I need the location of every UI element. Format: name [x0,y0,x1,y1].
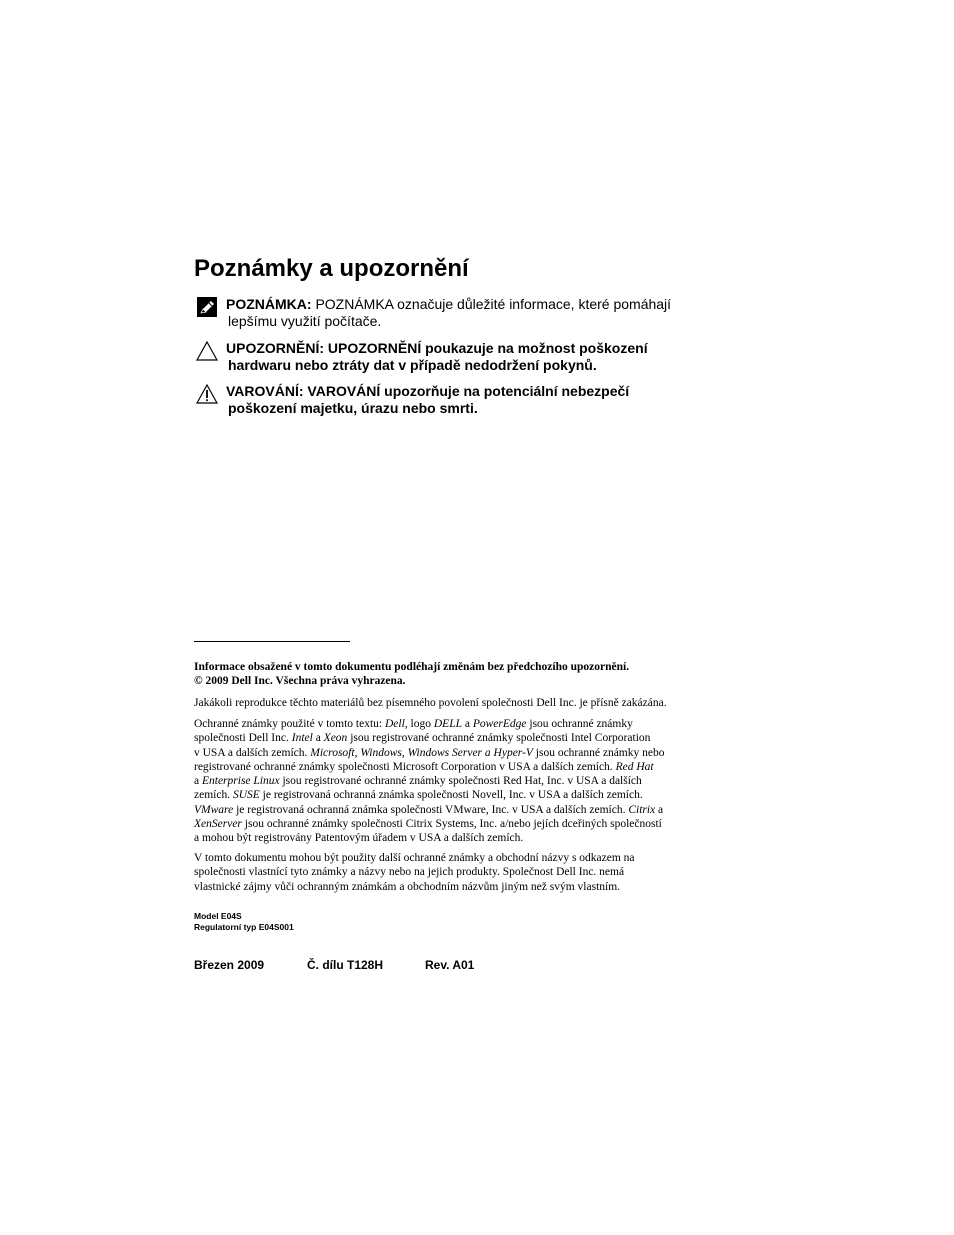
page-title: Poznámky a upozornění [194,255,469,282]
trademarks-line: VMware je registrovaná ochranná známka společnosti VMware, Inc. v USA a dalších zemích. Citrix a [194,803,664,816]
note-pencil-icon [196,297,218,317]
trademarks-line: a mohou být registrovány Patentovým úřadem v USA a dalších zemích. [194,832,524,845]
note-label: POZNÁMKA: [226,296,312,312]
warning-text-line2: poškození majetku, úrazu nebo smrti. [228,400,478,416]
other-trademarks-line: V tomto dokumentu mohou být použity další ochranné známky a obchodní názvy s odkazem na [194,852,635,864]
trademarks-line: registrované ochranné známky společnosti Microsoft Corporation v USA a dalších zemích. Red Hat [194,760,654,773]
caution-notice [194,340,714,374]
trademarks-line: v USA a dalších zemích. Microsoft, Windows, Windows Server a Hyper-V jsou ochranné známky nebo [194,746,665,759]
warning-label: VAROVÁNÍ: [226,383,304,399]
copyright-line: © 2009 Dell Inc. Všechna práva vyhrazena. [194,675,406,688]
part-number: Č. dílu T128H [307,958,384,972]
warning-notice [194,383,714,417]
note-notice [194,296,714,330]
other-trademarks-line: vlastnické zájmy vůči ochranným známkám a obchodním názvům jiným než svým vlastním. [194,880,621,893]
regulatory-type: Regulatorní typ E04S001 [194,922,294,932]
trademarks-line: XenServer jsou ochranné známky společnosti Citrix Systems, Inc. a/nebo jejích dceřiných společností [194,818,662,831]
revision: Rev. A01 [425,958,475,972]
note-text-line1: POZNÁMKA označuje důležité informace, které pomáhají [315,296,672,312]
other-trademarks-paragraph [194,851,704,894]
trademarks-line: zemích. SUSE je registrovaná ochranná známka společnosti Novell, Inc. v USA a dalších zemích. [194,789,643,802]
change-notice [194,660,704,689]
change-notice-line1: Informace obsažené v tomto dokumentu podléhají změnám bez předchozího upozornění. [194,661,630,673]
caution-text-line2: hardwaru nebo ztráty dat v případě nedodržení pokynů. [228,357,597,373]
warning-text-line1: VAROVÁNÍ upozorňuje na potenciální nebezpečí [307,383,630,399]
publish-date: Březen 2009 [194,958,265,972]
trademarks-paragraph [194,717,704,846]
trademarks-line: a Enterprise Linux jsou registrované ochranné známky společnosti Red Hat, Inc. v USA a dalších [194,775,642,788]
caution-triangle-icon [196,341,218,361]
model-info [194,911,704,933]
caution-text-line1: UPOZORNĚNÍ poukazuje na možnost poškození [327,340,648,356]
trademarks-line: Ochranné známky použité v tomto textu: Dell, logo DELL a PowerEdge jsou ochranné známky [194,718,633,730]
reproduction-notice: Jakákoli reprodukce těchto materiálů bez písemného povolení společnosti Dell Inc. je přísně zakázána. [194,697,667,709]
document-footer [194,958,474,972]
footnote-divider [194,641,350,642]
caution-label: UPOZORNĚNÍ: [226,340,324,356]
note-text-line2: lepšímu využití počítače. [228,313,382,329]
warning-triangle-icon [196,384,218,404]
other-trademarks-line: společnosti vlastnící tyto známky a názvy nebo na jejich produkty. Společnost Dell Inc. nemá [194,866,625,879]
trademarks-line: společnosti Dell Inc. Intel a Xeon jsou registrované ochranné známky společnosti Intel Corporation [194,732,651,745]
model-number: Model E04S [194,911,242,921]
